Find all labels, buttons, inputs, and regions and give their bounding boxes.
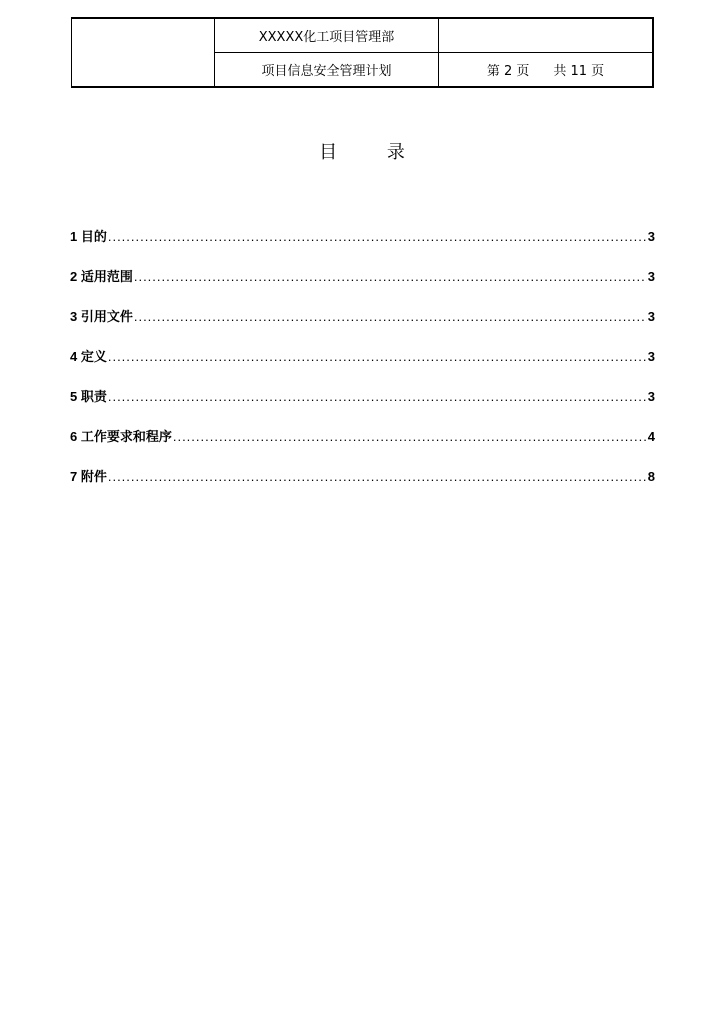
page-current: 第 2 页: [486, 64, 530, 79]
toc-dot-leader: [108, 389, 647, 404]
toc-entry-label: 3 引用文件: [70, 309, 133, 324]
toc-entry-label: 2 适用范围: [70, 269, 133, 284]
table-of-contents: [70, 226, 655, 506]
toc-entry-label: 1 目的: [70, 229, 107, 244]
toc-entry-page: 4: [647, 429, 655, 444]
toc-entry-page: 3: [647, 349, 655, 364]
toc-entry-label: 7 附件: [70, 469, 107, 484]
header-blank-cell: [439, 19, 652, 52]
document-header: [71, 17, 654, 88]
toc-entry[interactable]: [70, 226, 655, 266]
toc-entry[interactable]: [70, 466, 655, 506]
toc-entry[interactable]: [70, 306, 655, 346]
toc-dot-leader: [108, 469, 647, 484]
header-border-right: [652, 17, 654, 88]
toc-entry[interactable]: [70, 266, 655, 306]
toc-entry[interactable]: [70, 346, 655, 386]
toc-dot-leader: [108, 349, 647, 364]
toc-dot-leader: [108, 229, 647, 244]
header-border-bottom: [71, 86, 654, 88]
toc-entry[interactable]: [70, 386, 655, 426]
page-title: 目 录: [319, 142, 427, 163]
page-total: 共 11 页: [553, 64, 605, 79]
toc-dot-leader: [134, 269, 647, 284]
toc-dot-leader: [173, 429, 647, 444]
toc-entry-label: 4 定义: [70, 349, 107, 364]
header-logo-cell: [72, 19, 214, 86]
toc-entry[interactable]: [70, 426, 655, 466]
toc-dot-leader: [134, 309, 647, 324]
toc-entry-page: 3: [647, 389, 655, 404]
toc-entry-page: 3: [647, 229, 655, 244]
toc-entry-page: 3: [647, 309, 655, 324]
header-document-title: 项目信息安全管理计划: [261, 64, 392, 79]
header-page-info: [439, 53, 652, 86]
toc-entry-label: 5 职责: [70, 389, 107, 404]
toc-entry-page: 3: [647, 269, 655, 284]
header-organization: XXXXX化工项目管理部: [258, 30, 395, 45]
toc-entry-page: 8: [647, 469, 655, 484]
toc-entry-label: 6 工作要求和程序: [70, 429, 172, 444]
